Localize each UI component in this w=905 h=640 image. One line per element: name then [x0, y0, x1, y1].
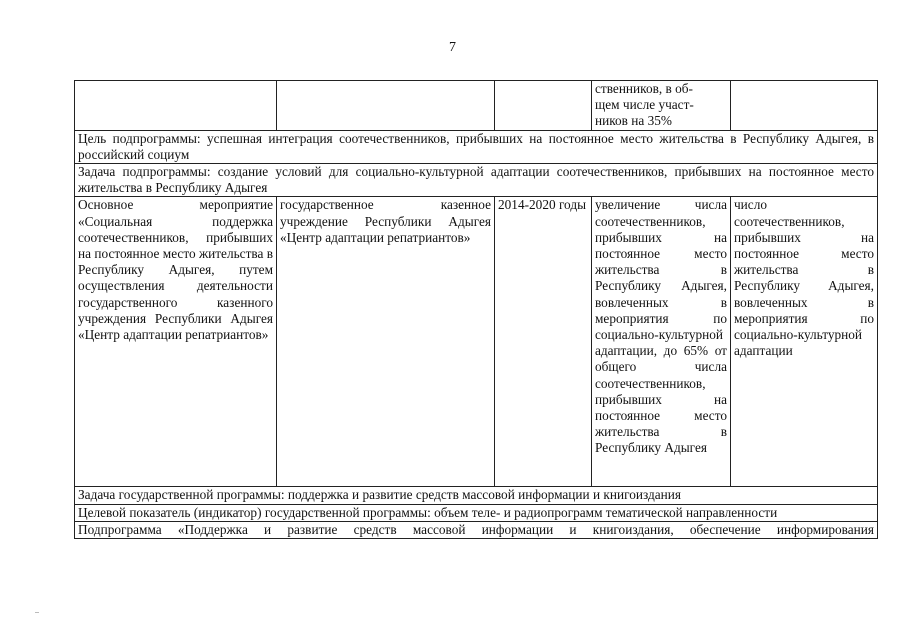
indicator-fragment-line: щем числе участ- [595, 97, 694, 113]
empty-cell [277, 81, 495, 131]
activity-cell: Основное мероприятие «Социальная поддержка соотечественников, прибывших на постоянное место жительства в Республику Адыгея, путем осуществления деятельности государственного казенного учреждения Республики Адыгея «Центр адаптации репатриантов» [75, 197, 277, 487]
indicator-fragment-line: ственников, в об- [595, 81, 693, 96]
subprogram-title: Подпрограмма «Поддержка и развитие средств массовой информации и книгоиздания, обеспечение информирования [75, 521, 878, 538]
state-program-task: Задача государственной программы: поддержка и развитие средств массовой информации и книгоиздания [75, 487, 878, 504]
table-row-subprogram [75, 521, 878, 538]
page-number: 7 [449, 40, 456, 55]
scan-artifact [35, 612, 39, 613]
table-row-measure [75, 197, 878, 487]
subprogram-task: Задача подпрограммы: создание условий для социально-культурной адаптации соотечественников, прибывших на постоянное место жительства в Республику Адыгея [75, 164, 878, 197]
empty-cell [495, 81, 592, 131]
expected-result-cell: увеличение числа соотечественников, прибывших на постоянное место жительства в Республику Адыгея, вовлеченных в мероприятия по социально-культурной адаптации, до 65% от общего числа соотечественников, прибывших на постоянное место жительства в Республику Адыгея [592, 197, 731, 487]
indicator-cell: число соотечественников, прибывших на постоянное место жительства в Республику Адыгея, вовлеченных в мероприятия по социально-культурной адаптации [731, 197, 878, 487]
executor-cell: государственное казенное учреждение Республики Адыгея «Центр адаптации репатриантов» [277, 197, 495, 487]
table-row-state-task [75, 487, 878, 504]
table-row-continuation [75, 81, 878, 131]
subprogram-goal: Цель подпрограммы: успешная интеграция соотечественников, прибывших на постоянное место жительства в Республику Адыгея, в российский социум [75, 130, 878, 163]
period-cell: 2014-2020 годы [495, 197, 592, 487]
table-row-target-indicator [75, 504, 878, 521]
program-table [74, 80, 878, 539]
indicator-fragment-line: ников на 35% [595, 113, 672, 129]
target-indicator: Целевой показатель (индикатор) государственной программы: объем теле- и радиопрограмм тематической направленности [75, 504, 878, 521]
table-row-task [75, 164, 878, 197]
indicator-fragment-cell [592, 81, 731, 131]
empty-cell [75, 81, 277, 131]
empty-cell [731, 81, 878, 131]
table-row-goal [75, 130, 878, 163]
